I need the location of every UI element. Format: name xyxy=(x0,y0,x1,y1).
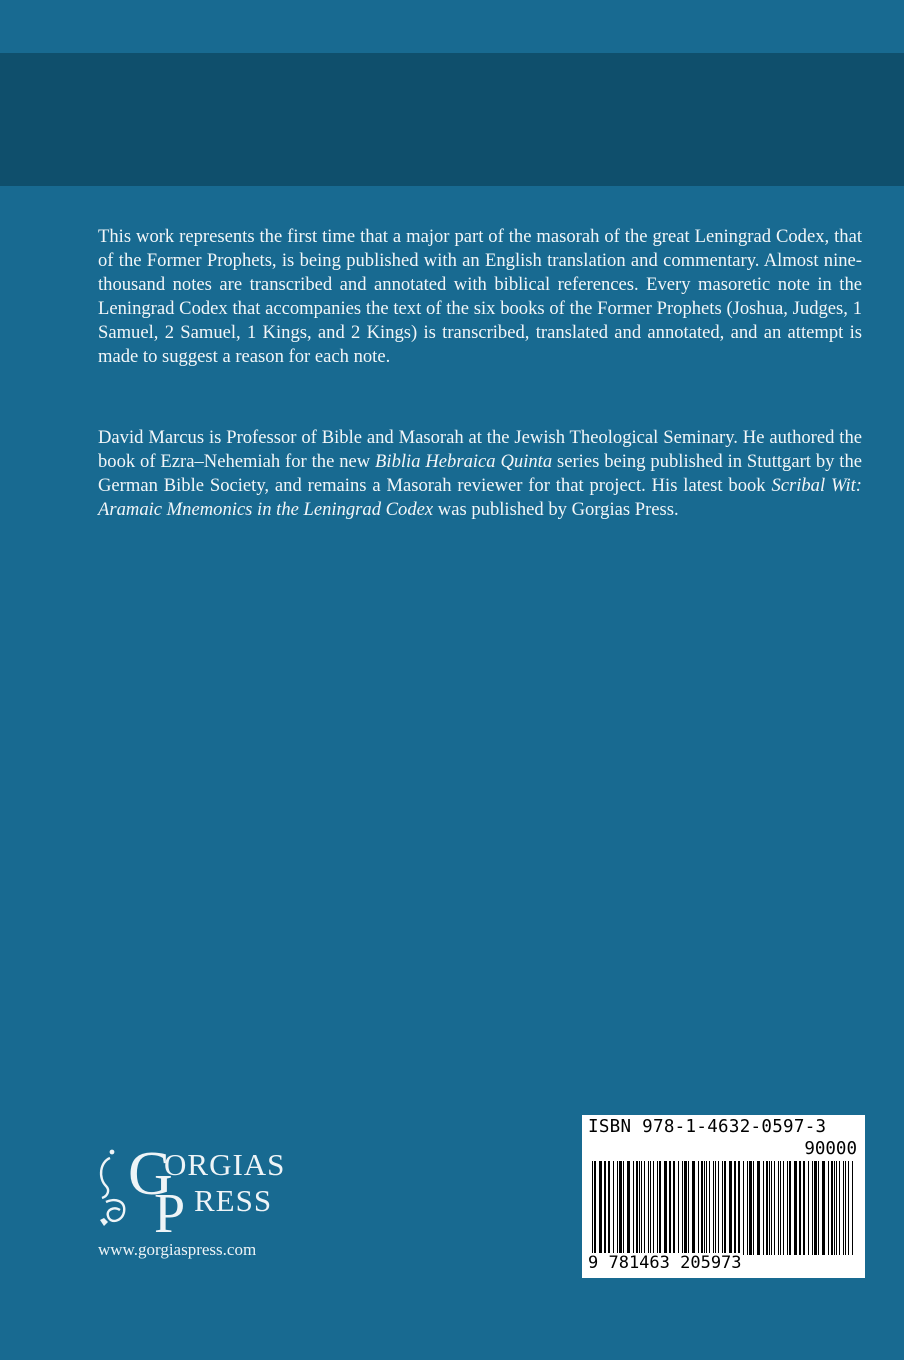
barcode-bar xyxy=(688,1161,689,1255)
barcode-bar xyxy=(783,1161,784,1255)
barcode-bar xyxy=(852,1161,853,1255)
barcode-bar xyxy=(769,1161,770,1255)
barcode-bar xyxy=(698,1161,699,1255)
barcode-bar xyxy=(724,1161,726,1255)
description-paragraph: This work represents the first time that a major part of the masorah of the great Leningrad Codex, that of the Former Prophets, is being published with an English translation and commentary. Almost nine-thousand notes are transcribed and annotated with biblical references. Every masoretic note in the Leningrad Codex that accompanies the text of the six books of the Former Prophets (Joshua, Judges, 1 Samuel, 2 Samuel, 1 Kings, and 2 Kings) is transcribed, translated and annotated, and an attempt is made to suggest a reason for each note. xyxy=(98,226,862,367)
barcode-bar xyxy=(799,1161,801,1255)
isbn-label: ISBN 978-1-4632-0597-3 xyxy=(588,1117,827,1137)
barcode-bar xyxy=(704,1161,705,1255)
barcode-bar xyxy=(709,1161,710,1255)
barcode-bar xyxy=(843,1161,844,1255)
barcode-bar xyxy=(812,1161,813,1255)
bio-text-1: David Marcus is Professor of Bible and Masorah at the Jewish Theological Seminary. He authored the book of Ezra–Nehemiah for the new xyxy=(98,427,862,472)
barcode-bar xyxy=(633,1161,634,1255)
barcode-bar xyxy=(623,1161,624,1255)
barcode-bar xyxy=(627,1161,630,1255)
barcode-bar xyxy=(778,1161,779,1255)
barcode-bar xyxy=(659,1161,661,1255)
barcode-bar xyxy=(828,1161,829,1255)
barcode-bar xyxy=(831,1161,833,1255)
barcode-bar xyxy=(639,1161,640,1255)
barcode-bar xyxy=(641,1161,642,1255)
logo-word-gorgias: ORGIAS xyxy=(164,1147,286,1182)
barcode-bar xyxy=(734,1161,736,1255)
barcode-bar xyxy=(738,1161,740,1255)
barcode-bar xyxy=(678,1161,679,1255)
barcode-bar xyxy=(669,1161,671,1255)
barcode-bar xyxy=(644,1161,645,1255)
barcode-bar xyxy=(718,1161,719,1255)
barcode-bar xyxy=(771,1161,772,1255)
barcode-bar xyxy=(803,1161,805,1255)
barcode-bar xyxy=(753,1161,754,1255)
isbn-barcode xyxy=(582,1115,865,1278)
price-code: 90000 xyxy=(804,1139,857,1159)
barcode-bar xyxy=(766,1161,768,1255)
ean-number: 9 781463 205973 xyxy=(588,1253,742,1273)
barcode-bar xyxy=(722,1161,723,1255)
barcode-bar xyxy=(743,1161,744,1255)
barcode-bar xyxy=(653,1161,654,1255)
barcode-bar xyxy=(594,1161,596,1255)
barcode-bar xyxy=(822,1161,825,1255)
barcode-bar xyxy=(787,1161,788,1255)
book-title: Scribal Wit: Aramaic Mnemonics in the Leningrad Codex xyxy=(98,475,862,520)
barcode-bar xyxy=(789,1161,791,1255)
barcode-bar xyxy=(715,1161,716,1255)
barcode-bar xyxy=(706,1161,707,1255)
logo-letter-p: P xyxy=(154,1183,186,1240)
barcode-bar xyxy=(729,1161,732,1255)
barcode-bar xyxy=(599,1161,602,1255)
publisher-logo xyxy=(96,1140,336,1270)
barcode-bar xyxy=(794,1161,797,1255)
barcode-bar xyxy=(613,1161,614,1255)
barcode-bar xyxy=(774,1161,775,1255)
barcode-bar xyxy=(747,1161,748,1255)
series-title: Biblia Hebraica Quinta xyxy=(375,451,553,472)
logo-letter-g: G xyxy=(128,1140,173,1208)
barcode-bar xyxy=(814,1161,817,1255)
barcode-bar xyxy=(657,1161,658,1255)
barcode-bar xyxy=(592,1161,593,1255)
barcode-bar xyxy=(684,1161,687,1255)
barcode-bar xyxy=(692,1161,695,1255)
bio-text-2: series being published in Stuttgart by the German Bible Society, and remains a Masorah reviewer for that project. His latest book xyxy=(98,451,862,496)
barcode-bar xyxy=(834,1161,835,1255)
header-band xyxy=(0,53,904,186)
barcode-bar xyxy=(608,1161,610,1255)
barcode-bar xyxy=(673,1161,675,1255)
barcode-bar xyxy=(839,1161,840,1255)
barcode-bar xyxy=(836,1161,837,1255)
barcode-bar xyxy=(818,1161,819,1255)
barcode-bar xyxy=(617,1161,618,1255)
barcode-bar xyxy=(701,1161,703,1255)
barcode-bar xyxy=(664,1161,667,1255)
author-bio xyxy=(98,426,862,522)
barcode-bar xyxy=(682,1161,683,1255)
barcode-bar xyxy=(636,1161,638,1255)
barcode-bar xyxy=(713,1161,714,1255)
barcode-bar xyxy=(780,1161,781,1255)
barcode-bar xyxy=(845,1161,846,1255)
bio-text-3: was published by Gorgias Press. xyxy=(433,499,679,520)
barcode-bar xyxy=(648,1161,649,1255)
barcode-bar xyxy=(619,1161,622,1255)
barcode-bar xyxy=(808,1161,809,1255)
bio-paragraph xyxy=(98,426,862,522)
barcode-bar xyxy=(749,1161,752,1255)
barcode-bar xyxy=(757,1161,760,1255)
barcode-bar xyxy=(848,1161,849,1255)
barcode-bar xyxy=(763,1161,764,1255)
logo-word-press: RESS xyxy=(194,1183,273,1218)
barcode-bar xyxy=(650,1161,651,1255)
book-description xyxy=(98,225,862,369)
publisher-url[interactable]: www.gorgiaspress.com xyxy=(98,1240,257,1259)
barcode-bar xyxy=(604,1161,606,1255)
